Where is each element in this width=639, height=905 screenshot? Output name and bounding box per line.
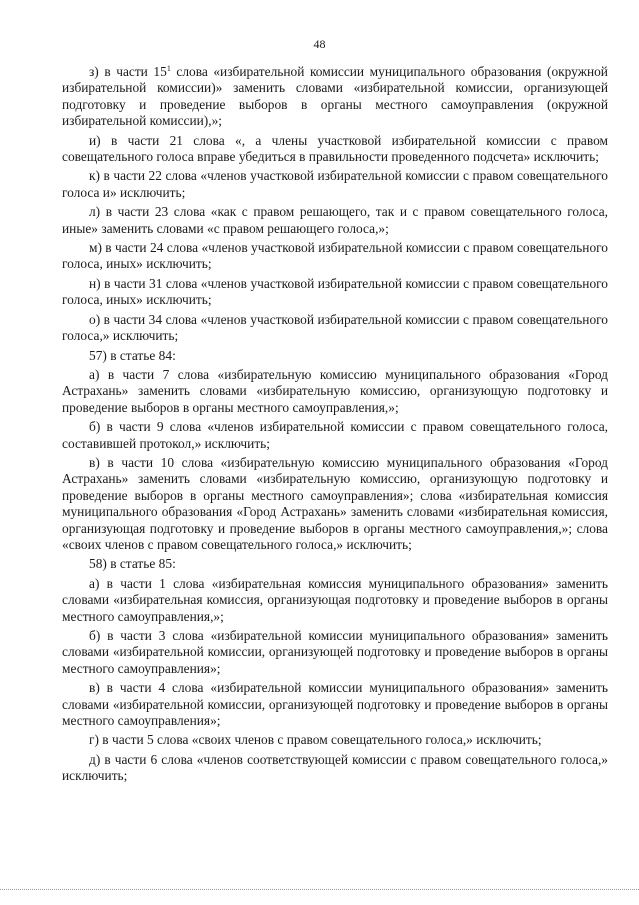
paragraph-58-g: г) в части 5 слова «своих членов с правом совещательного голоса,» исключить; [89,732,542,748]
paragraph-58-d: д) в части 6 слова «членов соответствующей комиссии с правом совещательного голоса,» исключить; [62,751,608,784]
page-bottom-divider [0,889,639,890]
paragraph-k: к) в части 22 слова «членов участковой избирательной комиссии с правом совещательного голоса и» исключить; [62,168,608,200]
section-heading-57: 57) в статье 84: [89,347,176,363]
paragraph-m: м) в части 24 слова «членов участковой избирательной комиссии с правом совещательного голоса, иных» исключить; [62,240,608,272]
paragraph-57-v: в) в части 10 слова «избирательную комиссию муниципального образования «Город Астрахань» заменить словами «избирательную комиссию, организующую подготовку и проведение выборов в органы местного самоуправления»; слова «избирательная комиссия муниципального образования «Город Астрахань» заменить словами «избирательная комиссия, организующая подготовку и проведение выборов в органы местного самоуправления,»; слова «своих членов с правом совещательного голоса,» исключить; [62,454,608,552]
paragraph-o: о) в части 34 слова «членов участковой избирательной комиссии с правом совещательного голоса,» исключить; [62,311,608,344]
paragraph-i: и) в части 21 слова «, а члены участковой избирательной комиссии с правом совещательного голоса вправе убедиться в правильности проведенного подсчета» исключить; [62,132,608,165]
paragraph-57-b: б) в части 9 слова «членов избирательной комиссии с правом совещательного голоса, составившей протокол,» исключить; [62,419,608,451]
document-body [62,64,608,788]
page-number: 48 [313,37,326,51]
paragraph-57-a: а) в части 7 слова «избирательную комиссию муниципального образования «Город Астрахань» заменить словами «избирательную комиссию, организующую подготовку и проведение выборов в органы местного самоуправления,»; [62,366,608,415]
paragraph-z: з) в части $15^1$ слова «избирательной комиссии муниципального образования (окружной избирательной комиссии)» заменить словами «избирательной комиссии, организующей подготовку и проведение выборов в органы местного самоуправления (окружной избирательной комиссии),»; [62,64,608,129]
paragraph-l: л) в части 23 слова «как с правом решающего, так и с правом совещательного голоса, иные» заменить словами «с правом решающего голоса,»; [62,204,608,236]
paragraph-58-v: в) в части 4 слова «избирательной комиссии муниципального образования» заменить словами «избирательной комиссии, организующей подготовку и проведение выборов в органы местного самоуправления»; [62,680,608,729]
paragraph-58-a: а) в части 1 слова «избирательная комиссия муниципального образования» заменить словами «избирательная комиссия, организующая подготовку и проведение выборов в органы местного самоуправления,»; [62,575,608,624]
superscript-index: 1 [166,64,171,73]
paragraph-n: н) в части 31 слова «членов участковой избирательной комиссии с правом совещательного голоса, иных» исключить; [62,275,608,308]
section-heading-58: 58) в статье 85: [89,556,176,572]
paragraph-58-b: б) в части 3 слова «избирательной комиссии муниципального образования» заменить словами «избирательной комиссии, организующей подготовку и проведение выборов в органы местного самоуправления»; [62,628,608,676]
